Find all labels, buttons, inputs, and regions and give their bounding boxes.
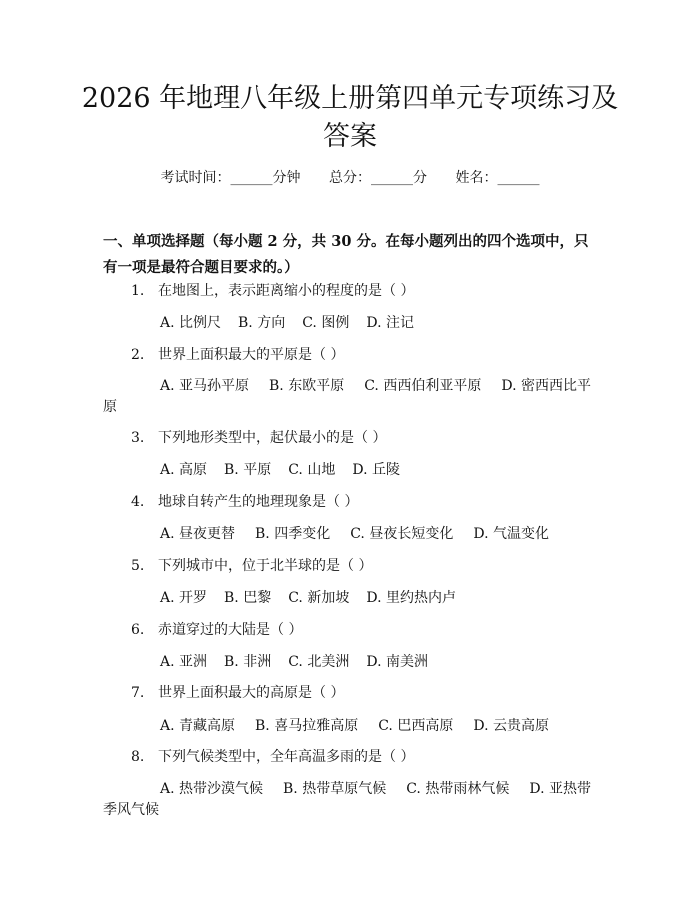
question-text: 下列地形类型中，起伏最小的是（ ） [158,430,387,446]
option-a: A. 开罗 [160,590,208,606]
option-c: C. 图例 [302,315,350,331]
option-a: A. 青藏高原 [160,718,236,734]
exam-time-field: 考试时间：______分钟 [160,170,301,186]
question-8-options [160,779,611,799]
question-number: 1. [131,283,145,299]
option-d: D. 气温变化 [473,526,549,542]
option-a: A. 亚洲 [160,654,208,670]
option-wrap-text: 原 [103,399,117,415]
option-b: B. 平原 [224,462,272,478]
question-5 [131,556,372,576]
total-score-field: 总分：______分 [329,170,427,186]
option-b: B. 四季变化 [255,526,331,542]
question-text: 世界上面积最大的平原是（ ） [158,347,345,363]
question-4 [131,492,358,512]
question-1-options [160,313,431,333]
question-text: 下列城市中，位于北半球的是（ ） [158,558,373,574]
option-d: D. 密西西比平 [501,378,591,394]
question-4-options [160,524,569,544]
student-name-field: 姓名：______ [455,170,540,186]
option-b: B. 方向 [238,315,286,331]
option-d: D. 里约热内卢 [366,590,456,606]
question-8 [131,747,414,767]
option-b: B. 巴黎 [224,590,272,606]
option-d: D. 南美洲 [366,654,428,670]
option-d: D. 丘陵 [352,462,400,478]
section-heading: 一、单项选择题（每小题 2 分，共 30 分。在每小题列出的四个选项中，只有一项是最符合题目要求的。） [103,233,589,276]
question-number: 5. [131,558,145,574]
option-c: C. 热带雨林气候 [406,781,510,797]
option-a: A. 昼夜更替 [160,526,236,542]
question-7 [131,683,344,703]
question-text: 下列气候类型中，全年高温多雨的是（ ） [158,749,415,765]
option-a: A. 热带沙漠气候 [160,781,264,797]
option-b: B. 喜马拉雅高原 [255,718,359,734]
question-3 [131,428,386,448]
option-b: B. 东欧平原 [269,378,345,394]
question-number: 8. [131,749,145,765]
question-6 [131,620,302,640]
question-2-options [160,376,611,396]
question-number: 6. [131,622,145,638]
exam-title: 2026 年地理八年级上册第四单元专项练习及答案 [81,83,619,152]
option-b: B. 热带草原气候 [283,781,387,797]
question-number: 7. [131,685,145,701]
option-c: C. 新加坡 [288,590,350,606]
question-3-options [160,460,417,480]
question-number: 4. [131,494,145,510]
question-1 [131,281,414,301]
option-wrap-text: 季风气候 [103,802,159,818]
option-c: C. 北美洲 [288,654,350,670]
option-c: C. 西西伯利亚平原 [364,378,482,394]
question-text: 赤道穿过的大陆是（ ） [158,622,303,638]
question-number: 2. [131,347,145,363]
question-text: 世界上面积最大的高原是（ ） [158,685,345,701]
question-2 [131,345,344,365]
question-6-options [160,652,445,672]
option-d: D. 云贵高原 [473,718,549,734]
option-c: C. 昼夜长短变化 [350,526,454,542]
question-text: 地球自转产生的地理现象是（ ） [158,494,359,510]
question-5-options [160,588,473,608]
option-d: D. 亚热带 [529,781,591,797]
option-d: D. 注记 [366,315,414,331]
question-number: 3. [131,430,145,446]
question-text: 在地图上，表示距离缩小的程度的是（ ） [158,283,415,299]
exam-meta [0,168,700,188]
option-a: A. 比例尺 [160,315,222,331]
option-c: C. 山地 [288,462,336,478]
option-b: B. 非洲 [224,654,272,670]
option-a: A. 高原 [160,462,208,478]
option-a: A. 亚马孙平原 [160,378,250,394]
question-7-options [160,716,569,736]
option-c: C. 巴西高原 [378,718,454,734]
